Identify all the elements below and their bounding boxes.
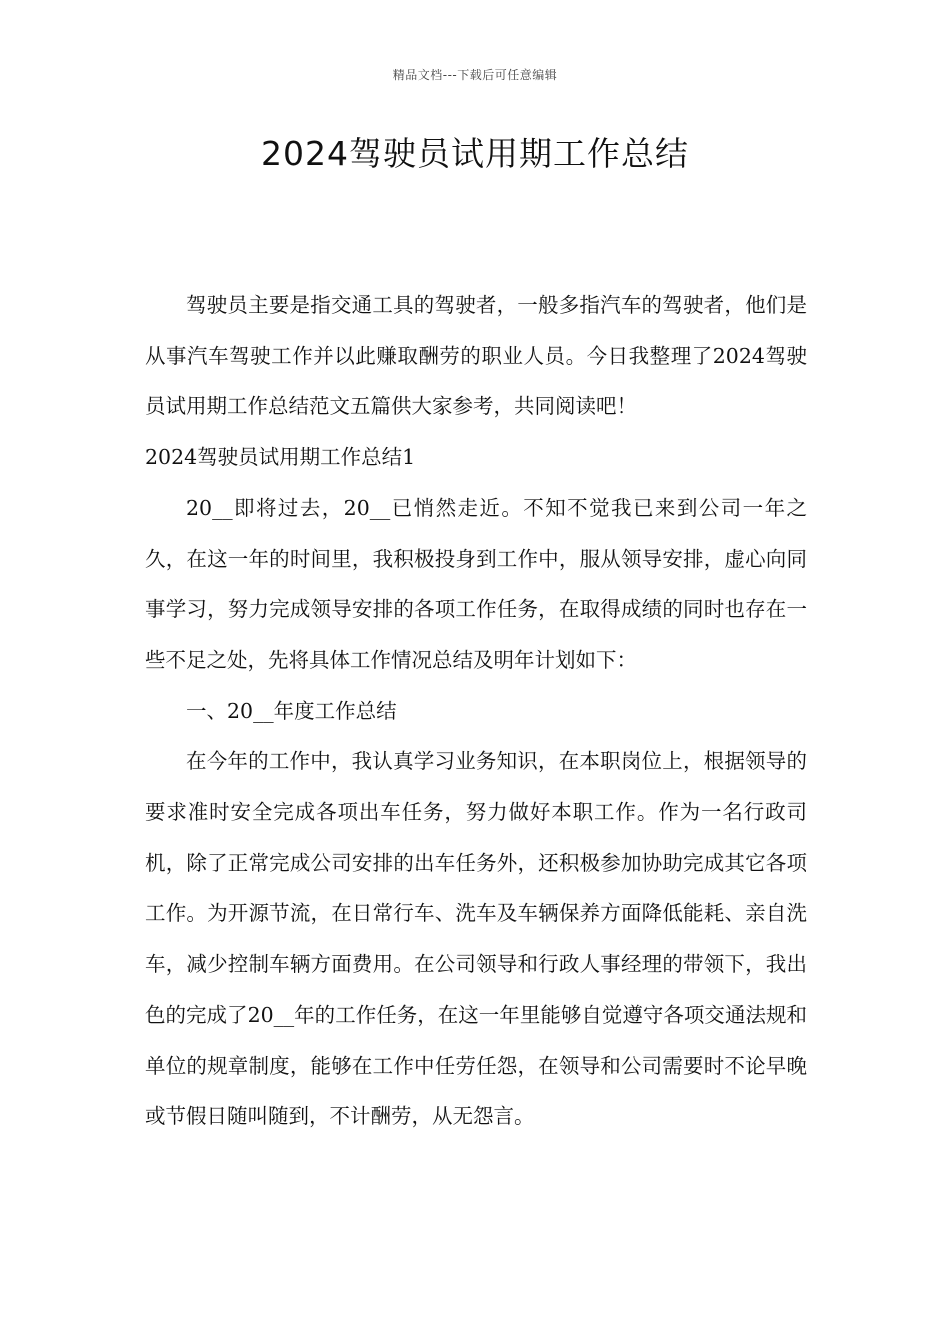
paragraph-work-summary: 在今年的工作中，我认真学习业务知识，在本职岗位上，根据领导的要求准时安全完成各项出车任务，努力做好本职工作。作为一名行政司机，除了正常完成公司安排的出车任务外，还积极参加协助完成其它各项工作。为开源节流，在日常行车、洗车及车辆保养方面降低能耗、亲自洗车，减少控制车辆方面费用。在公司领导和行政人事经理的带领下，我出色的完成了20__年的工作任务，在这一年里能够自觉遵守各项交通法规和单位的规章制度，能够在工作中任劳任怨，在领导和公司需要时不论早晚或节假日随叫随到，不计酬劳，从无怨言。 bbox=[145, 749, 807, 1129]
subsection-heading: 一、20__年度工作总结 bbox=[186, 698, 397, 723]
paragraph-opening: 20__即将过去，20__已悄然走近。不知不觉我已来到公司一年之久，在这一年的时间里，我积极投身到工作中，服从领导安排，虚心向同事学习，努力完成领导安排的各项工作任务，在取得成绩的同时也存在一些不足之处，先将具体工作情况总结及明年计划如下： bbox=[145, 495, 807, 672]
section-heading-1: 2024驾驶员试用期工作总结1 bbox=[145, 445, 416, 470]
document-title: 2024驾驶员试用期工作总结 bbox=[261, 134, 689, 173]
paragraph-intro: 驾驶员主要是指交通工具的驾驶者，一般多指汽车的驾驶者，他们是从事汽车驾驶工作并以此赚取酬劳的职业人员。今日我整理了2024驾驶员试用期工作总结范文五篇供大家参考，共同阅读吧！ bbox=[145, 293, 807, 419]
document-body bbox=[145, 280, 807, 1142]
header-note: 精品文档---下载后可任意编辑 bbox=[392, 68, 558, 82]
